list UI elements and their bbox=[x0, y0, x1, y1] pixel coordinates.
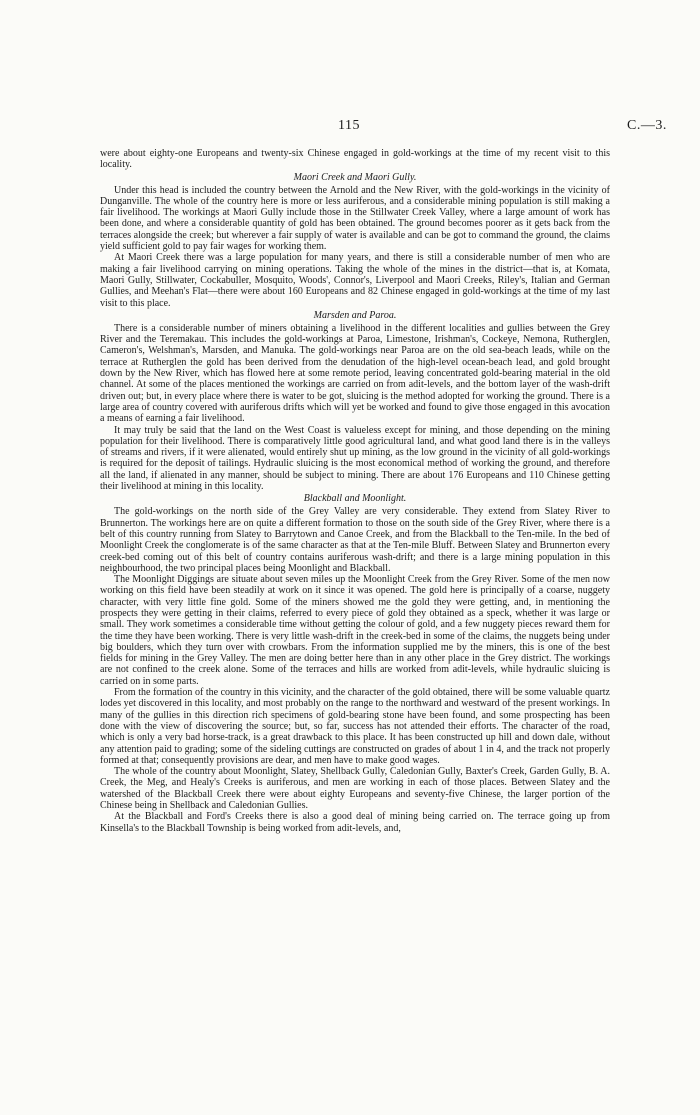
paragraph: were about eighty-one Europeans and twenty-six Chinese engaged in gold-workings at the time of my recent visit to this locality. bbox=[100, 148, 610, 171]
section-heading: Blackball and Moonlight. bbox=[303, 493, 407, 505]
paragraph: From the formation of the country in this vicinity, and the character of the gold obtained, there will be some valuable quartz lodes yet discovered in this locality, and most probably on the range to the northward and westward of the present workings. In many of the gullies in this direction rich specimens of gold-bearing stone have been found, and some prospecting has been done with the view of discovering the source; but, so far, success has not attended their efforts. The character of the road, which is only a very bad horse-track, is a great drawback to this place. It has been constructed up hill and down dale, without any attention paid to grading; some of the sideling cuttings are constructed on grades of about 1 in 4, and the track not properly formed at that; consequently provisions are dear, and men have to make good wages. bbox=[100, 687, 610, 766]
paragraph: At Maori Creek there was a large population for many years, and there is still a considerable number of men who are making a fair livelihood carrying on mining operations. Taking the whole of the mines in the district—that is, at Komata, Maori Gully, Stillwater, Cockabuller, Mosquito, Woods', Connor's, Liverpool and Maori Creeks, Riley's, Italian and German Gullies, and Meehan's Flat—there were about 160 Europeans and 82 Chinese engaged in gold-workings at the time of my last visit to this place. bbox=[100, 252, 610, 309]
document-code: C.—3. bbox=[627, 118, 667, 133]
paragraph: There is a considerable number of miners obtaining a livelihood in the different localities and gullies between the Grey River and the Teremakau. This includes the gold-workings at Paroa, Limestone, Irishman's, Cockeye, Nemona, Rutherglen, Cameron's, Welshman's, Marsden, and Manuka. The gold-workings near Paroa are on the old sea-beach leads, while on the terrace at Rutherglen the gold has been derived from the denudation of the high-level ocean-beach lead, and gold brought down by the New River, which has flowed here at some remote period, leaving concentrated gold-bearing material in the old channel. At some of the places mentioned the workings are carried on from adit-levels, and the bottom layer of the wash-drift driven out; but, in every place where there is water to be got, sluicing is the method adopted for working the ground. There is a large area of country covered with auriferous drifts which will yet be worked and found to give those engaged in this avocation a means of earning a fair livelihood. bbox=[100, 322, 610, 425]
paragraph: At the Blackball and Ford's Creeks there is also a good deal of mining being carried on. The terrace going up from Kinsella's to the Blackball Township is being worked from adit-levels, and, bbox=[100, 811, 610, 834]
page-header bbox=[0, 118, 700, 138]
section-heading: Maori Creek and Maori Gully. bbox=[293, 171, 417, 183]
paragraph: The whole of the country about Moonlight, Slatey, Shellback Gully, Caledonian Gully, Baxter's Creek, Garden Gully, B. A. Creek, the Meg, and Healy's Creeks is auriferous, and men are working in each of those places. Between Slatey and the watershed of the Blackball Creek there were about eighty Europeans and seventy-five Chinese, the larger portion of the Chinese being in Shellback and Caledonian Gullies. bbox=[100, 766, 610, 812]
section-heading: Marsden and Paroa. bbox=[313, 309, 397, 321]
paragraph: The gold-workings on the north side of the Grey Valley are very considerable. They extend from Slatey River to Brunnerton. The workings here are on quite a different formation to those on the south side of the Grey River, where there is a belt of this country running from Slatey to Barrytown and Canoe Creek, and from the Blackball to the Ten-mile. In the bed of Moonlight Creek the conglomerate is of the same character as that at the Ten-mile Bluff. Between Slatey and Brunnerton every creek-bed coming out of this belt of country contains auriferous wash-drift; and there is a large mining population in this neighbourhood, the two principal places being Moonlight and Blackball. bbox=[100, 506, 610, 574]
paragraph: It may truly be said that the land on the West Coast is valueless except for mining, and those depending on the mining population for their livelihood. There is comparatively little good agricultural land, and what good land there is in the valleys of streams and rivers, if it were alienated, would entirely shut up mining, as the low ground in the vicinity of all gold-workings is required for the deposit of tailings. Hydraulic sluicing is the most economical method of working the ground, and therefore all the land, if alienated in any manner, should be subject to mining. There are about 176 Europeans and 110 Chinese getting their livelihood at mining in this locality. bbox=[100, 424, 610, 493]
page-number: 115 bbox=[338, 118, 360, 133]
paragraph: The Moonlight Diggings are situate about seven miles up the Moonlight Creek from the Grey River. Some of the men now working on this field have been steadily at work on it since it was opened. The gold here is principally of a coarse, nuggety character, with very little fine gold. Some of the miners showed me the gold they were getting, and, in mentioning the prospects they were getting in their claims, referred to every piece of gold they obtained as a speck, whether it was large or small. They work sometimes a considerable time without getting the colour of gold, and a few nuggety pieces reward them for the time they have been working. There is very little wash-drift in the creek-bed in some of the claims, the nuggets being under big boulders, which they turn over with crowbars. From the information supplied me by the miners, this is one of the best fields for mining in the Grey Valley. The men are doing better here than in any other place in the Grey district. The workings are not confined to the creek alone. Some of the terraces and hills are worked from adit-levels, while hydraulic sluicing is carried on in some parts. bbox=[100, 574, 610, 687]
paragraph: Under this head is included the country between the Arnold and the New River, with the gold-workings in the vicinity of Dunganville. The whole of the country here is more or less auriferous, and a considerable mining population is still making a fair livelihood. The workings at Maori Gully include those in the Stillwater Creek Valley, where a large amount of work has been done, and where a considerable quantity of gold has been obtained. The ground becomes poorer as it gets back from the terraces alongside the creek; but wherever a fair supply of water is available and can be got to command the ground, the claims yield sufficient gold to pay fair wages for working them. bbox=[100, 184, 610, 253]
page-body bbox=[100, 148, 610, 834]
